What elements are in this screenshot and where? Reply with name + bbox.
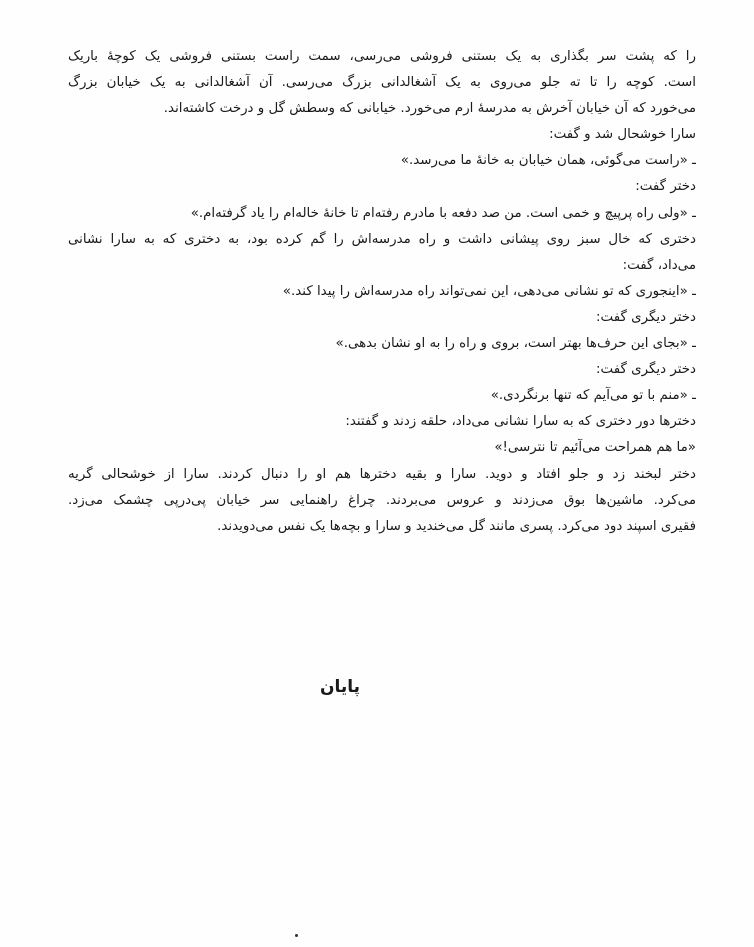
text-line-8: دختری که خال سبز روی پیشانی داشت و راه مدرسه‌اش را گم کرده بود، به دختری که به سارا نشانی xyxy=(68,231,696,247)
text-line-3: می‌خورد که آن خیابان آخرش به مدرسهٔ ارم می‌خورد. خیابانی که وسطش گل و درخت کاشته‌اند. xyxy=(163,101,696,117)
text-line-12: ـ «بجای این حرف‌ها بهتر است، بروی و راه را به او نشان بدهی.» xyxy=(335,336,696,352)
page-mark-dot xyxy=(295,934,298,937)
text-line-10: ـ «اینجوری که تو نشانی می‌دهی، این نمی‌تواند راه مدرسه‌اش را پیدا کند.» xyxy=(282,283,696,299)
text-line-1: را که پشت سر بگذاری به یک بستنی فروشی می‌رسی، سمت راست بستنی فروشی یک کوچهٔ باریک xyxy=(68,49,696,64)
text-line-4: سارا خوشحال شد و گفت: xyxy=(549,127,696,143)
text-line-2: است. کوچه را تا ته جلو می‌روی به یک آشغالدانی بزرگ می‌رسی. آن آشغالدانی به یک خیابان بزرگ xyxy=(68,75,696,91)
text-line-19: فقیری اسپند دود می‌کرد. پسری مانند گل می‌خندید و سارا و بچه‌ها یک نفس می‌دویدند. xyxy=(217,518,696,534)
text-line-13: دختر دیگری گفت: xyxy=(596,362,696,378)
text-line-7: ـ «ولی راه پرپیچ و خمی است. من صد دفعه با مادرم رفته‌ام تا خانهٔ خاله‌ام را یاد گرفته‌ام.» xyxy=(190,205,696,221)
end-title: پایان xyxy=(319,677,361,697)
text-line-6: دختر گفت: xyxy=(635,179,696,195)
text-line-11: دختر دیگری گفت: xyxy=(596,309,696,325)
text-line-5: ـ «راست می‌گوئی، همان خیابان به خانهٔ ما می‌رسد.» xyxy=(400,153,696,169)
text-line-18: می‌کرد. ماشین‌ها بوق می‌زدند و عروس می‌بردند. چراغ راهنمایی سر خیابان پی‌درپی چشمک می‌زد. xyxy=(68,492,696,508)
text-line-15: دخترها دور دختری که به سارا نشانی می‌داد، حلقه زدند و گفتند: xyxy=(345,414,696,430)
text-line-16: «ما هم همراحت می‌آئیم تا نترسی!» xyxy=(494,440,696,456)
text-line-9: می‌داد، گفت: xyxy=(622,257,696,273)
text-line-17: دختر لبخند زد و جلو افتاد و دوید. سارا و بقیه دخترها هم او را دنبال کردند. سارا از خوشحالی گریه xyxy=(68,466,696,482)
story-text xyxy=(68,44,696,540)
text-line-14: ـ «منم با تو می‌آیم که تنها برنگردی.» xyxy=(490,388,696,404)
